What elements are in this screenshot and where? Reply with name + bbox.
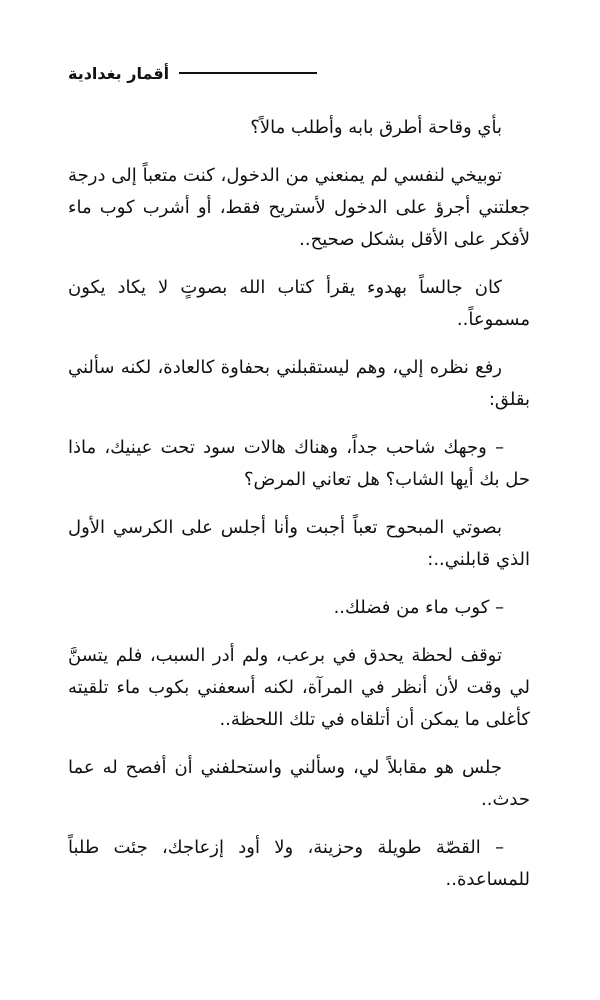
book-title: أقمار بغدادية [68,63,170,83]
running-header [68,58,368,88]
paragraph: توقف لحظة يحدق في برعب، ولم أدر السبب، فلم يتسنَّ لي وقت لأن أنظر في المرآة، لكنه أسعفني بكوب ماء تلقيته كأغلى ما يمكن أن أتلقاه في تلك اللحظة.. [68,645,530,730]
paragraph: بأي وقاحة أطرق بابه وأطلب مالاً؟ [250,117,502,138]
paragraph: كان جالساً بهدوء يقرأ كتاب الله بصوتٍ لا يكاد يكون مسموعاً.. [68,277,530,330]
paragraph: جلس هو مقابلاً لي، وسألني واستحلفني أن أفصح له عما حدث.. [68,757,530,810]
paragraph: بصوتي المبحوح تعباً أجبت وأنا أجلس على الكرسي الأول الذي قابلني..: [68,517,530,570]
dialog-paragraph: – وجهك شاحب جداً، وهناك هالات سود تحت عينيك، ماذا حل بك أيها الشاب؟ هل تعاني المرض؟ [68,437,530,490]
paragraph: توبيخي لنفسي لم يمنعني من الدخول، كنت متعباً إلى درجة جعلتني أجرؤ على الدخول لأستريح فقط، أو أشرب كوب ماء لأفكر على الأقل بشكل صحيح.. [68,165,530,250]
dialog-paragraph: – القصّة طويلة وحزينة، ولا أود إزعاجك، جئت طلباً للمساعدة.. [68,837,530,890]
dialog-paragraph: – كوب ماء من فضلك.. [333,597,504,618]
header-rule [179,72,317,74]
paragraph: رفع نظره إلي، وهم ليستقبلني بحفاوة كالعادة، لكنه سألني بقلق: [68,357,530,410]
page-body [68,112,530,912]
